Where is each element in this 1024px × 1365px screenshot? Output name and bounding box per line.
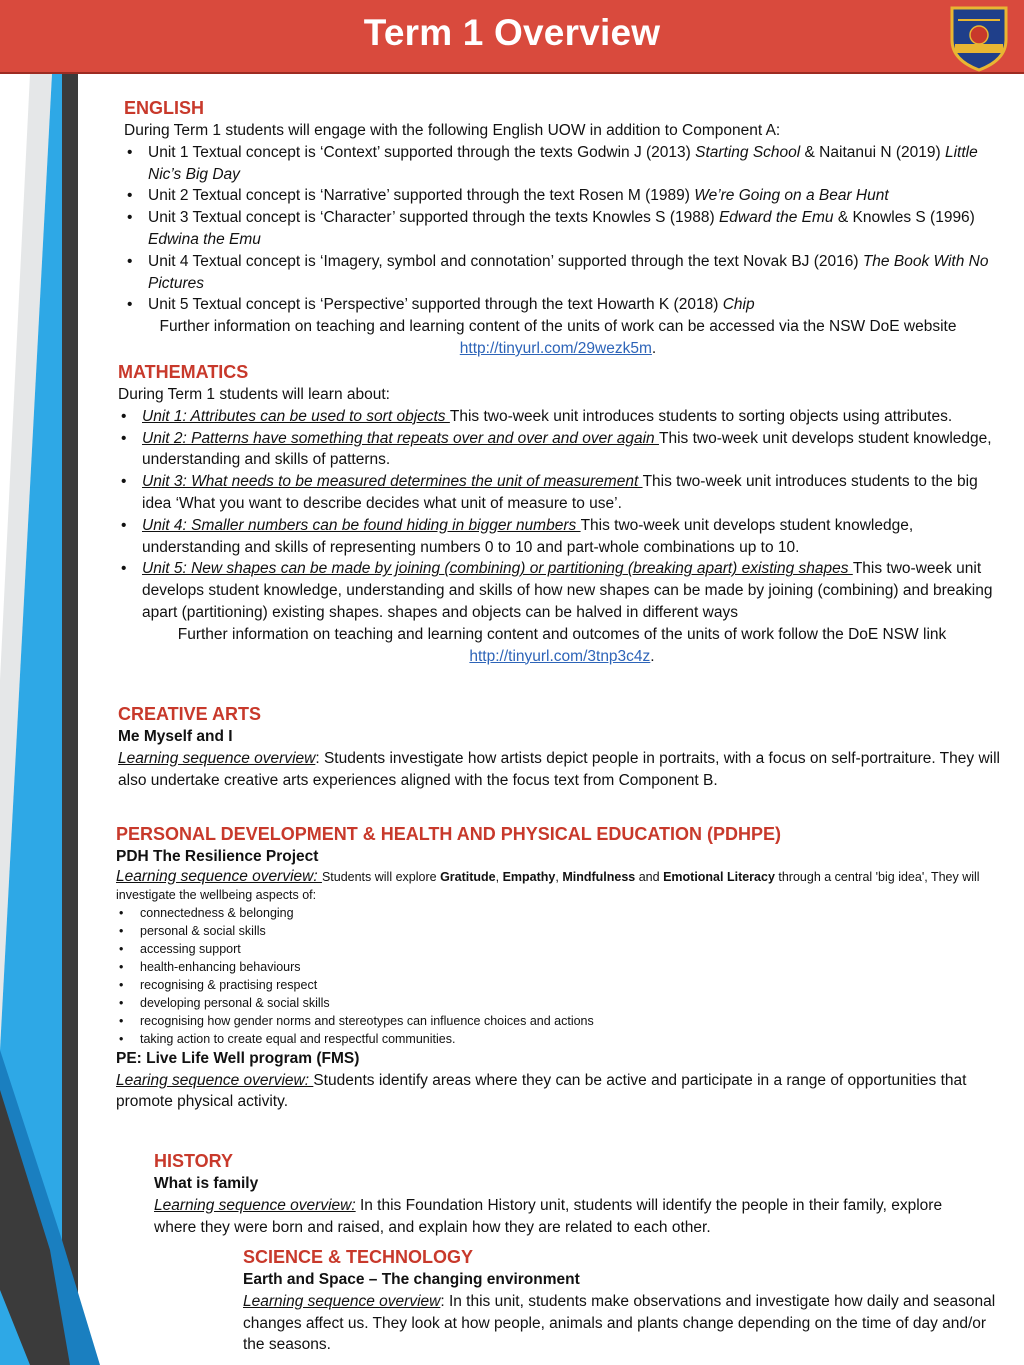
list-item: • Unit 2 Textual concept is ‘Narrative’ supported through the text Rosen M (1989) We’re Going on a Bear Hunt bbox=[124, 185, 1004, 207]
list-item: • taking action to create equal and respectful communities. bbox=[116, 1030, 1012, 1048]
list-item: • Unit 4: Smaller numbers can be found hiding in bigger numbers This two-week unit develops student knowledge, understanding and skills of representing numbers 0 to 10 and part-whole combinations up to 10. bbox=[118, 515, 1006, 559]
english-link[interactable]: http://tinyurl.com/29wezk5m bbox=[459, 339, 652, 357]
wellbeing-aspects-list bbox=[116, 904, 1012, 1048]
list-item: • personal & social skills bbox=[116, 922, 1012, 940]
list-item: • recognising & practising respect bbox=[116, 976, 1012, 994]
list-item: • Unit 3 Textual concept is ‘Character’ supported through the texts Knowles S (1988) Edward the Emu & Knowles S (1996) Edwina the Emu bbox=[124, 207, 1004, 251]
history-heading: HISTORY bbox=[154, 1151, 234, 1171]
arts-overview: Learning sequence overview: Students investigate how artists depict people in portraits, with a focus on self-portraiture. They will also undertake creative arts experiences aligned with the focus text from Component B. bbox=[118, 749, 1000, 789]
arts-subheading: Me Myself and I bbox=[118, 728, 233, 745]
list-item: • Unit 1 Textual concept is ‘Context’ supported through the texts Godwin J (2013) Starting School & Naitanui N (2019) Little Nic’s Big Day bbox=[124, 142, 1004, 186]
maths-intro: During Term 1 students will learn about: bbox=[118, 386, 390, 403]
english-further-info: Further information on teaching and learning content of the units of work can be accessed via the NSW DoE website http://tinyurl.com/29wezk5m. bbox=[159, 318, 957, 357]
list-item: • Unit 1: Attributes can be used to sort objects This two-week unit introduces students to sorting objects using attributes. bbox=[118, 406, 1006, 428]
pdhpe-subheading: PDH The Resilience Project bbox=[116, 848, 319, 865]
list-item: • accessing support bbox=[116, 940, 1012, 958]
list-item: • Unit 5 Textual concept is ‘Perspective’ supported through the text Howarth K (2018) Chip bbox=[124, 294, 1004, 316]
list-item: • connectedness & belonging bbox=[116, 904, 1012, 922]
dark-stripe bbox=[62, 74, 78, 1365]
science-subheading: Earth and Space – The changing environment bbox=[243, 1271, 580, 1288]
history-subheading: What is family bbox=[154, 1175, 259, 1192]
page-title: Term 1 Overview bbox=[363, 12, 661, 53]
maths-unit-list bbox=[118, 406, 1006, 624]
english-heading: ENGLISH bbox=[124, 98, 205, 118]
maths-section bbox=[118, 360, 1006, 667]
list-item: • Unit 5: New shapes can be made by joining (combining) or partitioning (breaking apart) existing shapes This two-week unit develops student knowledge, understanding and skills of how new shapes can be made by joining (combining) and breaking apart (partitioning) existing shapes. shapes and objects can be halved in different ways bbox=[118, 558, 1006, 623]
maths-link[interactable]: http://tinyurl.com/3tnp3c4z bbox=[469, 647, 651, 665]
english-unit-list bbox=[124, 142, 1004, 316]
arts-heading: CREATIVE ARTS bbox=[118, 704, 262, 724]
maths-further-info: Further information on teaching and learning content and outcomes of the units of work follow the DoE NSW link http://tinyurl.com/3tnp3c4z. bbox=[177, 625, 947, 665]
history-overview: Learning sequence overview: In this Foundation History unit, students will identify the people in their family, explore where they were born and raised, and explain how they are related to each other. bbox=[154, 1196, 943, 1236]
history-section bbox=[154, 1149, 944, 1238]
school-crest-logo bbox=[946, 2, 1012, 72]
science-heading: SCIENCE & TECHNOLOGY bbox=[243, 1247, 474, 1267]
pe-subheading: PE: Live Life Well program (FMS) bbox=[116, 1049, 360, 1067]
english-section bbox=[124, 96, 1004, 360]
list-item: • Unit 3: What needs to be measured determines the unit of measurement This two-week unit introduces students to the big idea ‘What you want to describe decides what unit of measure to use’. bbox=[118, 471, 1006, 515]
list-item: • Unit 4 Textual concept is ‘Imagery, symbol and connotation’ supported through the text Novak BJ (2016) The Book With No Pictures bbox=[124, 251, 1004, 295]
maths-heading: MATHEMATICS bbox=[118, 362, 249, 382]
english-intro: During Term 1 students will engage with the following English UOW in addition to Component A: bbox=[124, 122, 781, 139]
list-item: • health-enhancing behaviours bbox=[116, 958, 1012, 976]
list-item: • developing personal & social skills bbox=[116, 994, 1012, 1012]
decorative-stripes bbox=[0, 0, 120, 1365]
pdhpe-overview: Learning sequence overview: Students will explore Gratitude, Empathy, Mindfulness and Emotional Literacy through a central 'big idea', They will investigate the wellbeing aspects of: • connectedness & belonging • personal & social skills • accessing support • health-enhancing behaviours • recognising & practising respect • developing personal & social skills • recognising how gender norms and stereotypes can influence choices and actions • taking action to create equal and respectful communities. bbox=[116, 868, 1012, 1048]
science-overview: Learning sequence overview: In this unit, students make observations and investigate how daily and seasonal changes affect us. They look at how people, animals and plants change depending on the time of day and/or the seasons. bbox=[243, 1292, 996, 1354]
list-item: • Unit 2: Patterns have something that repeats over and over and over again This two-week unit develops student knowledge, understanding and skills of patterns. bbox=[118, 428, 1006, 472]
list-item: • recognising how gender norms and stereotypes can influence choices and actions bbox=[116, 1012, 1012, 1030]
pdhpe-heading: PERSONAL DEVELOPMENT & HEALTH AND PHYSICAL EDUCATION (PDHPE) bbox=[116, 824, 782, 844]
pe-overview: Learing sequence overview: Students identify areas where they can be active and participate in a range of opportunities that promote physical activity. bbox=[116, 1071, 967, 1111]
science-section bbox=[243, 1245, 1003, 1356]
page-header bbox=[0, 0, 1024, 74]
creative-arts-section bbox=[118, 702, 1018, 791]
pdhpe-section bbox=[116, 822, 1012, 1113]
